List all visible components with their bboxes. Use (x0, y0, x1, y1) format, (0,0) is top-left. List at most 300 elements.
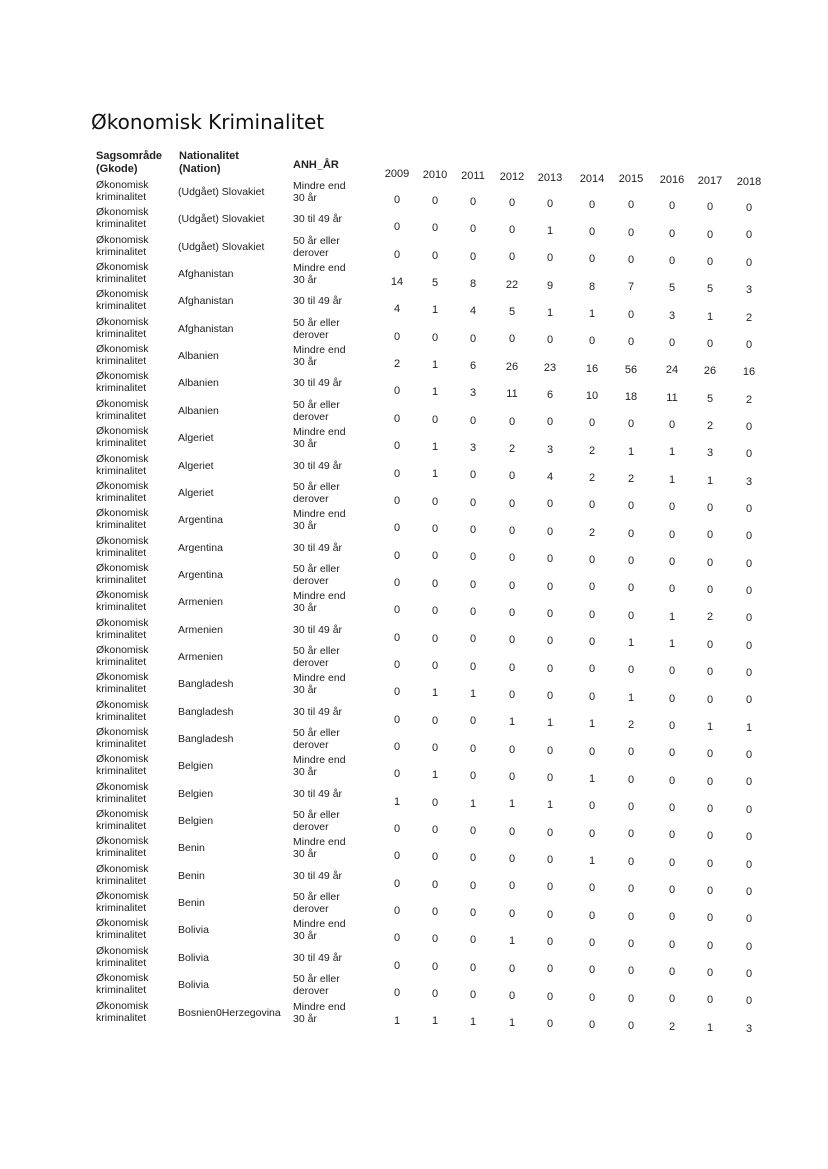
row-value-2012: 0 (508, 579, 516, 592)
row-value-2015: 0 (627, 226, 635, 239)
row-value-2016: 1 (668, 473, 676, 486)
row-area: Økonomisk kriminalitet (96, 808, 149, 833)
row-value-2013: 0 (546, 1018, 554, 1031)
row-value-2018: 0 (745, 694, 753, 707)
row-value-2014: 0 (588, 909, 596, 922)
row-value-2015: 0 (627, 828, 635, 841)
row-value-2011: 0 (469, 824, 477, 837)
row-value-2016: 0 (668, 911, 676, 924)
row-value-2013: 0 (546, 252, 554, 265)
row-area: Økonomisk kriminalitet (96, 425, 149, 450)
row-value-2009: 0 (393, 549, 401, 562)
row-value-2010: 1 (431, 386, 439, 399)
row-value-2014: 0 (588, 636, 596, 649)
row-age-group: Mindre end 30 år (293, 918, 346, 943)
row-value-2014: 10 (585, 389, 599, 402)
row-value-2016: 0 (668, 200, 676, 213)
row-value-2018: 3 (745, 1022, 753, 1035)
row-value-2018: 0 (745, 858, 753, 871)
row-value-2009: 0 (393, 823, 401, 836)
row-nation: Bangladesh (178, 733, 234, 745)
row-value-2015: 0 (627, 992, 635, 1005)
row-value-2016: 0 (668, 337, 676, 350)
row-value-2010: 0 (431, 632, 439, 645)
year-header-2018: 2018 (736, 176, 762, 189)
row-value-2015: 0 (627, 609, 635, 622)
row-value-2016: 24 (665, 364, 679, 377)
row-value-2016: 0 (668, 227, 676, 240)
row-age-group: 50 år eller derover (293, 562, 340, 587)
row-value-2012: 2 (508, 442, 516, 455)
row-age-group: 30 til 49 år (293, 787, 343, 800)
row-value-2011: 0 (469, 551, 477, 564)
row-value-2017: 0 (706, 857, 714, 870)
year-header-2011: 2011 (461, 169, 485, 182)
row-area: Økonomisk kriminalitet (96, 726, 149, 750)
row-area: Økonomisk kriminalitet (96, 972, 149, 997)
row-value-2013: 1 (546, 224, 554, 237)
row-value-2013: 0 (546, 607, 554, 620)
row-nation: Armenien (178, 650, 223, 663)
row-value-2012: 0 (508, 606, 516, 619)
row-value-2011: 3 (469, 441, 477, 454)
year-header-2014: 2014 (579, 172, 605, 185)
row-nation: Argentina (178, 514, 223, 527)
row-area: Økonomisk kriminalitet (96, 507, 149, 532)
row-value-2016: 0 (668, 802, 676, 814)
row-value-2011: 0 (469, 742, 477, 755)
row-value-2017: 0 (706, 666, 714, 679)
row-value-2018: 0 (745, 667, 753, 680)
row-value-2018: 2 (745, 393, 753, 406)
row-area: Økonomisk kriminalitet (96, 534, 149, 559)
row-value-2014: 1 (588, 772, 596, 785)
row-value-2015: 0 (627, 254, 635, 267)
row-value-2013: 0 (546, 744, 554, 757)
row-value-2012: 1 (508, 935, 516, 948)
row-value-2010: 0 (431, 577, 439, 590)
row-value-2014: 0 (588, 882, 596, 895)
row-value-2014: 0 (588, 690, 596, 703)
row-nation: Benin (178, 869, 205, 882)
row-age-group: 50 år eller derover (293, 891, 340, 916)
row-area: Økonomisk kriminalitet (96, 343, 149, 368)
row-nation: Bosnien0Herzegovina (178, 1006, 281, 1019)
row-value-2018: 0 (745, 502, 753, 515)
row-value-2014: 16 (585, 362, 599, 375)
row-value-2018: 0 (745, 831, 753, 844)
row-area: Økonomisk kriminalitet (96, 753, 149, 778)
row-value-2018: 0 (745, 749, 753, 762)
row-value-2010: 0 (431, 249, 439, 262)
row-value-2009: 1 (393, 795, 401, 808)
row-value-2013: 6 (546, 389, 554, 402)
row-nation: Algeriet (178, 486, 214, 499)
row-value-2010: 0 (431, 413, 439, 426)
row-value-2016: 0 (668, 938, 676, 951)
row-value-2011: 0 (469, 633, 477, 646)
row-value-2013: 1 (546, 307, 554, 319)
row-value-2016: 0 (668, 419, 676, 432)
row-age-group: 30 til 49 år (293, 541, 343, 554)
row-value-2016: 0 (668, 501, 676, 514)
row-value-2009: 4 (393, 303, 401, 316)
row-value-2018: 0 (745, 256, 753, 269)
row-value-2014: 1 (588, 854, 596, 867)
row-value-2011: 0 (469, 770, 477, 783)
row-value-2013: 0 (546, 990, 554, 1003)
row-area: Økonomisk kriminalitet (96, 206, 149, 231)
row-value-2018: 0 (745, 229, 753, 242)
row-value-2016: 1 (668, 446, 676, 459)
row-value-2012: 0 (508, 333, 516, 346)
row-value-2011: 0 (469, 469, 477, 482)
row-value-2009: 2 (393, 358, 401, 371)
row-value-2010: 0 (431, 659, 439, 672)
row-value-2018: 3 (745, 284, 753, 297)
row-value-2012: 0 (508, 524, 516, 537)
row-value-2012: 0 (508, 552, 516, 565)
row-value-2015: 0 (627, 910, 635, 923)
row-value-2016: 0 (668, 829, 676, 842)
row-value-2012: 0 (508, 989, 516, 1002)
row-value-2011: 3 (469, 387, 477, 400)
row-value-2009: 0 (393, 221, 401, 234)
row-value-2016: 0 (668, 555, 676, 568)
row-value-2012: 0 (508, 470, 516, 483)
row-value-2010: 0 (431, 851, 439, 864)
row-nation: Albanien (178, 404, 219, 417)
row-value-2015: 56 (624, 363, 638, 376)
row-nation: Afghanistan (178, 268, 234, 281)
row-value-2018: 0 (745, 420, 753, 433)
row-value-2011: 0 (469, 906, 477, 919)
row-value-2010: 1 (431, 441, 439, 454)
year-header-2017: 2017 (697, 175, 723, 188)
row-value-2013: 0 (546, 635, 554, 648)
row-age-group: 50 år eller derover (293, 809, 340, 834)
row-value-2014: 2 (588, 472, 596, 484)
year-header-2016: 2016 (659, 174, 685, 187)
year-header-2012: 2012 (499, 170, 525, 183)
row-nation: Bolivia (178, 979, 209, 992)
header-age: ANH_ÅR (293, 159, 339, 171)
row-nation: (Udgået) Slovakiet (178, 213, 265, 226)
row-age-group: Mindre end 30 år (293, 262, 346, 287)
row-value-2011: 0 (469, 934, 477, 947)
row-value-2017: 0 (706, 228, 714, 241)
row-value-2012: 1 (508, 798, 516, 811)
row-value-2017: 0 (706, 502, 714, 515)
row-value-2016: 11 (666, 391, 678, 404)
row-age-group: Mindre end 30 år (293, 426, 346, 451)
row-value-2015: 0 (627, 308, 635, 321)
header-area-line2: (Gkode) (96, 163, 138, 175)
row-value-2015: 1 (627, 445, 635, 458)
row-area: Økonomisk kriminalitet (96, 890, 149, 915)
row-value-2013: 1 (546, 799, 554, 812)
row-value-2011: 1 (469, 797, 477, 810)
row-value-2010: 0 (431, 331, 439, 344)
row-value-2018: 0 (745, 448, 753, 461)
row-age-group: 30 til 49 år (293, 377, 343, 390)
row-value-2011: 0 (469, 524, 477, 536)
row-nation: Bangladesh (178, 678, 234, 691)
row-value-2014: 0 (588, 608, 596, 621)
row-value-2018: 0 (745, 585, 753, 597)
row-value-2018: 0 (745, 557, 753, 570)
row-value-2016: 0 (668, 966, 676, 979)
row-nation: Bolivia (178, 951, 209, 964)
year-header-2010: 2010 (422, 168, 448, 181)
row-value-2010: 1 (431, 468, 439, 481)
row-value-2015: 2 (627, 472, 635, 485)
row-value-2009: 0 (393, 932, 401, 945)
row-value-2014: 0 (588, 1019, 596, 1031)
row-value-2013: 3 (546, 443, 554, 456)
row-nation: Bolivia (178, 924, 209, 937)
row-value-2014: 0 (588, 417, 596, 430)
row-value-2017: 0 (706, 994, 714, 1007)
row-value-2015: 0 (627, 664, 635, 677)
row-value-2012: 0 (508, 196, 516, 209)
header-nation (179, 150, 239, 176)
row-value-2012: 26 (505, 360, 519, 373)
row-value-2011: 1 (469, 1016, 477, 1029)
row-value-2018: 3 (745, 475, 753, 488)
row-value-2016: 5 (668, 282, 676, 295)
row-nation: Algeriet (178, 459, 214, 472)
row-value-2014: 0 (588, 936, 596, 949)
row-area: Økonomisk kriminalitet (96, 999, 149, 1024)
row-value-2017: 0 (706, 830, 714, 843)
header-nation-line1: Nationalitet (179, 150, 239, 162)
row-nation: Benin (178, 842, 205, 855)
row-value-2009: 0 (393, 905, 401, 918)
row-value-2016: 2 (668, 1020, 676, 1033)
row-value-2014: 0 (588, 745, 596, 758)
row-age-group: 30 til 49 år (293, 623, 343, 636)
row-age-group: 50 år eller derover (293, 316, 340, 341)
row-value-2013: 0 (546, 854, 554, 866)
row-value-2018: 16 (742, 366, 756, 379)
row-value-2016: 0 (668, 665, 676, 678)
row-value-2009: 0 (393, 686, 401, 699)
row-value-2010: 1 (431, 769, 439, 782)
row-value-2010: 0 (431, 906, 439, 918)
row-value-2011: 0 (469, 988, 477, 1001)
row-value-2017: 0 (706, 802, 714, 815)
row-value-2018: 0 (745, 612, 753, 625)
row-value-2017: 0 (706, 967, 714, 979)
row-value-2016: 0 (668, 528, 676, 541)
row-area: Økonomisk kriminalitet (96, 780, 149, 805)
row-value-2014: 0 (588, 991, 596, 1004)
row-value-2014: 0 (588, 581, 596, 594)
row-value-2017: 0 (706, 693, 714, 706)
row-value-2010: 1 (431, 687, 439, 700)
row-age-group: 30 til 49 år (293, 459, 343, 472)
row-value-2011: 4 (469, 305, 477, 318)
row-value-2010: 0 (431, 550, 439, 563)
row-value-2015: 0 (627, 937, 635, 950)
row-value-2011: 0 (469, 250, 477, 263)
row-value-2011: 0 (469, 414, 477, 427)
row-value-2012: 0 (508, 251, 516, 264)
row-value-2015: 7 (627, 281, 635, 294)
row-area: Økonomisk kriminalitet (96, 944, 149, 969)
row-age-group: Mindre end 30 år (293, 180, 346, 204)
row-value-2018: 1 (745, 721, 753, 734)
row-value-2018: 0 (745, 803, 753, 816)
row-value-2017: 2 (706, 611, 714, 624)
row-nation: Armenien (178, 623, 223, 636)
row-value-2011: 6 (469, 359, 477, 372)
row-value-2012: 1 (508, 1017, 516, 1030)
row-value-2012: 1 (508, 716, 516, 729)
row-area: Økonomisk kriminalitet (96, 671, 149, 696)
row-value-2014: 2 (588, 526, 596, 539)
row-value-2010: 5 (431, 276, 439, 289)
row-value-2013: 0 (546, 197, 554, 210)
row-value-2009: 0 (393, 768, 401, 781)
row-value-2013: 0 (546, 689, 554, 702)
row-value-2010: 0 (431, 823, 439, 836)
row-area: Økonomisk kriminalitet (96, 261, 149, 286)
row-value-2018: 0 (745, 913, 753, 926)
year-header-2009: 2009 (384, 168, 410, 180)
row-value-2010: 0 (431, 960, 439, 973)
row-value-2016: 0 (668, 856, 676, 869)
row-value-2012: 0 (508, 497, 516, 510)
row-value-2013: 0 (546, 416, 554, 429)
row-age-group: 50 år eller derover (293, 644, 340, 669)
row-value-2018: 0 (745, 776, 753, 789)
row-value-2015: 0 (627, 801, 635, 814)
row-value-2012: 0 (508, 880, 516, 893)
row-value-2013: 0 (546, 498, 554, 511)
row-value-2012: 0 (508, 853, 516, 866)
row-area: Økonomisk kriminalitet (96, 452, 149, 477)
row-value-2009: 0 (393, 440, 401, 453)
row-value-2014: 8 (588, 280, 596, 293)
row-value-2015: 0 (627, 500, 635, 513)
row-value-2011: 0 (469, 578, 477, 591)
row-value-2014: 0 (588, 198, 596, 211)
row-value-2013: 0 (546, 662, 554, 675)
row-value-2012: 0 (508, 907, 516, 920)
row-value-2011: 0 (469, 715, 477, 728)
row-value-2014: 1 (588, 718, 596, 731)
row-value-2016: 1 (668, 637, 676, 650)
row-value-2015: 0 (627, 336, 635, 349)
row-value-2010: 0 (431, 988, 439, 1001)
row-age-group: 30 til 49 år (293, 295, 343, 308)
row-value-2012: 0 (508, 689, 516, 701)
row-nation: Argentina (178, 568, 223, 581)
row-nation: Benin (178, 897, 205, 910)
year-header-2013: 2013 (537, 171, 563, 184)
row-value-2012: 22 (505, 278, 519, 291)
row-value-2017: 2 (706, 420, 714, 432)
row-value-2017: 26 (703, 365, 717, 378)
row-value-2015: 18 (624, 390, 638, 403)
row-value-2016: 3 (668, 309, 676, 322)
row-value-2016: 0 (668, 747, 676, 760)
year-header-2015: 2015 (618, 173, 644, 186)
row-age-group: 30 til 49 år (293, 705, 343, 718)
row-value-2009: 0 (393, 248, 401, 261)
row-value-2017: 1 (706, 1021, 714, 1034)
row-value-2018: 0 (745, 530, 753, 543)
row-value-2016: 0 (668, 692, 676, 705)
header-area (96, 150, 162, 176)
row-value-2009: 0 (393, 412, 401, 425)
row-value-2010: 0 (431, 796, 439, 809)
row-area: Økonomisk kriminalitet (96, 643, 149, 668)
row-value-2012: 0 (508, 415, 516, 428)
row-value-2015: 0 (627, 418, 635, 431)
row-value-2015: 0 (627, 527, 635, 540)
row-value-2009: 14 (390, 276, 404, 289)
row-value-2018: 0 (745, 338, 753, 351)
row-value-2015: 0 (627, 582, 635, 595)
row-value-2009: 1 (393, 1014, 401, 1027)
row-value-2011: 0 (469, 496, 477, 509)
row-value-2010: 1 (431, 1015, 439, 1028)
row-age-group: 30 til 49 år (293, 869, 343, 882)
row-value-2012: 0 (508, 771, 516, 784)
row-value-2017: 0 (706, 912, 714, 925)
row-age-group: Mindre end 30 år (293, 1000, 346, 1025)
row-area: Økonomisk kriminalitet (96, 917, 149, 942)
row-value-2010: 0 (431, 222, 439, 235)
row-value-2017: 0 (706, 584, 714, 597)
row-value-2018: 0 (745, 940, 753, 953)
row-value-2014: 0 (588, 554, 596, 567)
row-value-2017: 0 (706, 556, 714, 569)
row-nation: Albanien (178, 350, 219, 363)
row-nation: Afghanistan (178, 295, 234, 308)
row-value-2013: 4 (546, 471, 554, 484)
row-value-2013: 0 (546, 908, 554, 921)
row-value-2012: 0 (508, 743, 516, 756)
row-value-2013: 0 (546, 936, 554, 949)
row-value-2010: 0 (431, 495, 439, 508)
row-value-2018: 0 (745, 639, 753, 652)
row-area: Økonomisk kriminalitet (96, 616, 149, 641)
row-area: Økonomisk kriminalitet (96, 370, 149, 395)
row-age-group: 50 år eller derover (293, 234, 340, 259)
row-value-2009: 0 (393, 741, 401, 753)
row-value-2015: 0 (627, 773, 635, 786)
row-nation: Argentina (178, 541, 223, 554)
row-area: Økonomisk kriminalitet (96, 561, 149, 586)
row-value-2011: 0 (469, 606, 477, 619)
row-area: Økonomisk kriminalitet (96, 698, 149, 723)
row-value-2012: 0 (508, 224, 516, 237)
page-title: Økonomisk Kriminalitet (91, 110, 325, 134)
row-value-2013: 0 (546, 826, 554, 839)
row-value-2009: 0 (393, 658, 401, 671)
row-value-2013: 0 (546, 525, 554, 538)
row-nation: Afghanistan (178, 322, 234, 335)
row-age-group: Mindre end 30 år (293, 754, 346, 779)
row-nation: Algeriet (178, 432, 214, 445)
row-value-2010: 1 (431, 359, 439, 371)
row-age-group: Mindre end 30 år (293, 590, 346, 615)
row-value-2010: 0 (431, 878, 439, 891)
